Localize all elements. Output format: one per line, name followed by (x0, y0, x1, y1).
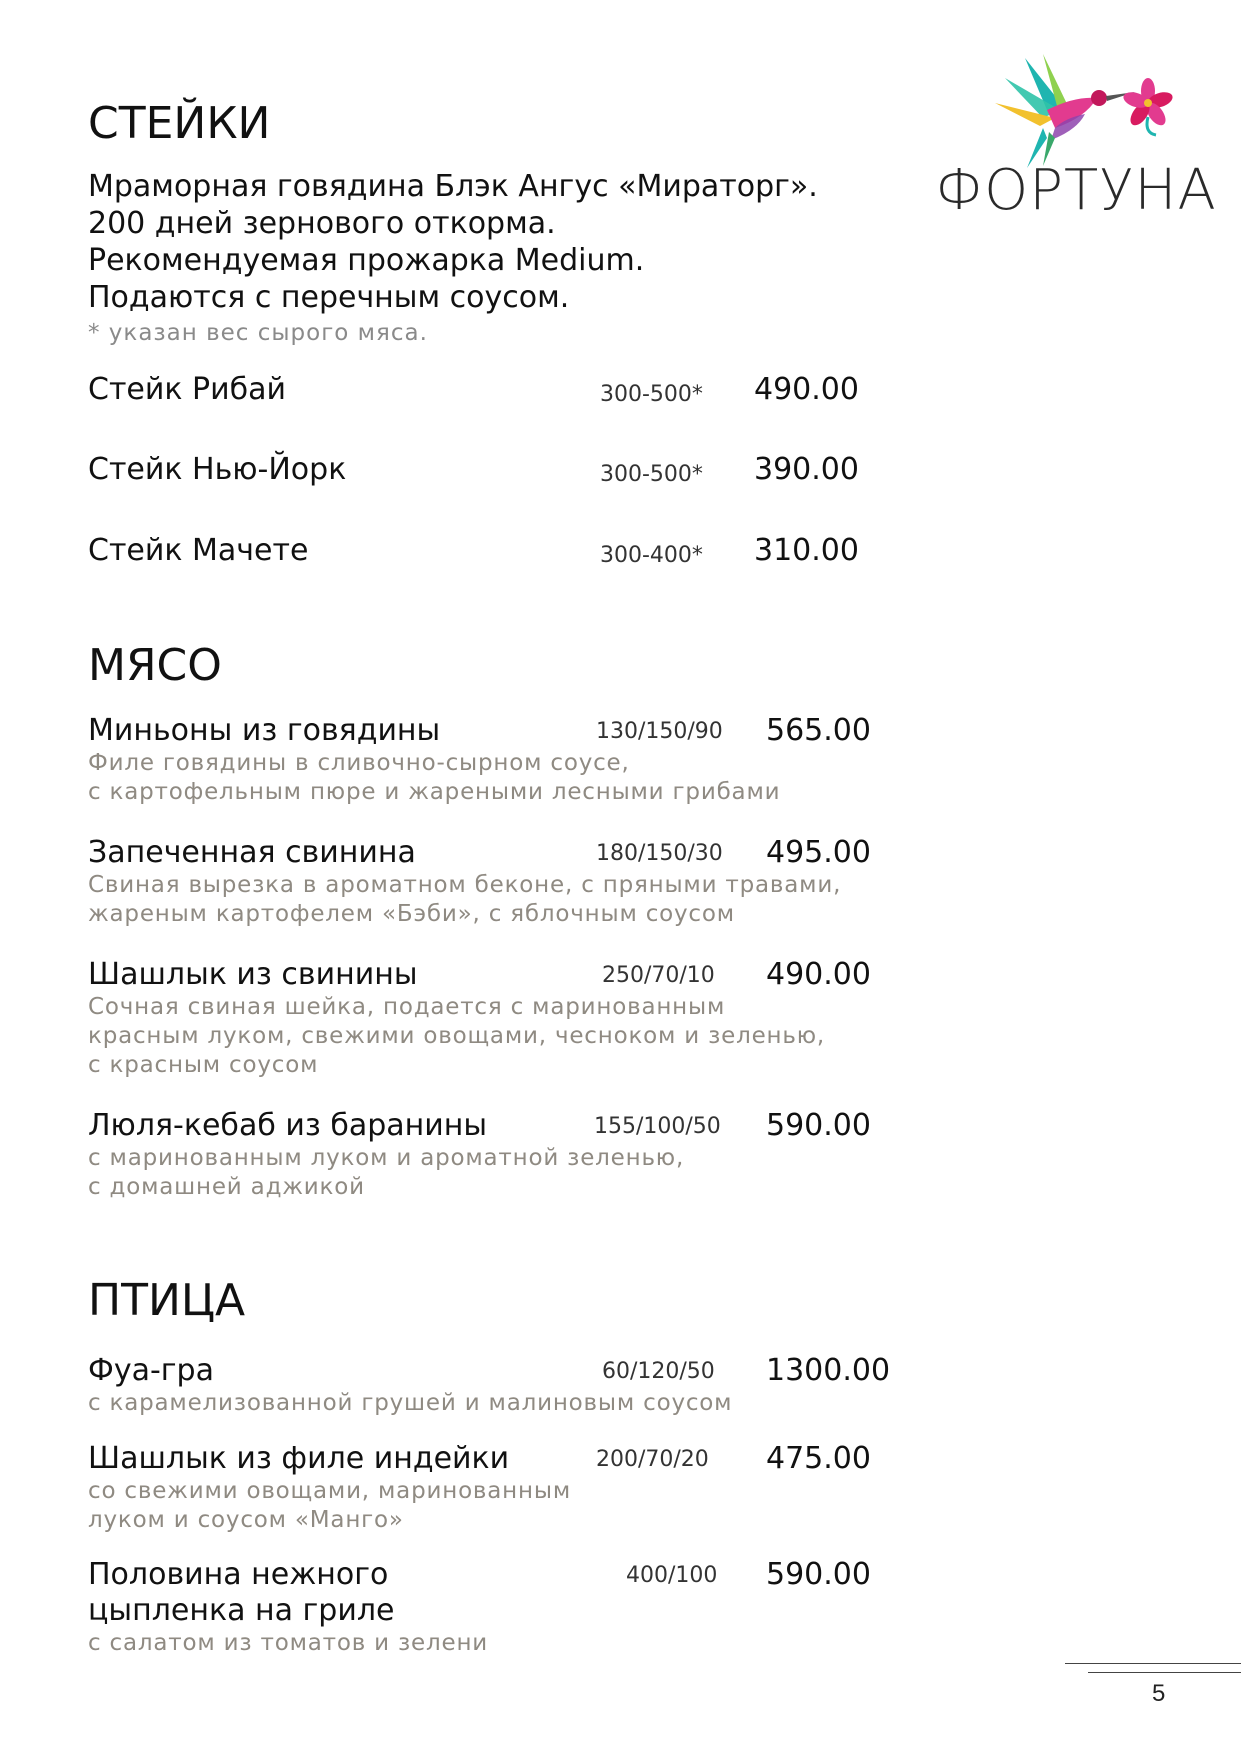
footer-divider (1088, 1672, 1241, 1673)
item-weight: 180/150/30 (596, 841, 723, 866)
page-number: 5 (1152, 1680, 1166, 1707)
item-description: с картофельным пюре и жареными лесными грибами (88, 779, 781, 805)
item-price: 490.00 (766, 957, 871, 992)
menu-item (88, 533, 888, 569)
item-price: 590.00 (766, 1108, 871, 1143)
menu-item (88, 835, 888, 929)
item-description: Филе говядины в сливочно-сырном соусе, (88, 750, 630, 776)
item-name: Люля-кебаб из баранины (88, 1108, 488, 1143)
item-name: Стейк Рибай (88, 372, 287, 407)
item-name: Миньоны из говядины (88, 713, 441, 748)
item-weight: 130/150/90 (596, 719, 723, 744)
item-weight: 200/70/20 (596, 1447, 709, 1472)
item-name: Стейк Мачете (88, 533, 309, 568)
item-name-line2: цыпленка на гриле (88, 1593, 395, 1628)
item-description: красным луком, свежими овощами, чесноком и зеленью, (88, 1023, 826, 1049)
item-description: со свежими овощами, маринованным (88, 1478, 571, 1504)
item-weight: 400/100 (626, 1563, 718, 1588)
item-weight: 60/120/50 (602, 1359, 715, 1384)
item-weight: 250/70/10 (602, 963, 715, 988)
item-price: 390.00 (754, 452, 859, 487)
item-name: Фуа-гра (88, 1353, 214, 1388)
steaks-intro (88, 168, 888, 316)
menu-item (88, 1353, 891, 1418)
item-name: Стейк Нью-Йорк (88, 452, 347, 487)
item-name: Шашлык из филе индейки (88, 1441, 510, 1476)
intro-line: 200 дней зернового откорма. (88, 206, 556, 241)
item-price: 565.00 (766, 713, 871, 748)
intro-line: Подаются с перечным соусом. (88, 280, 570, 315)
item-description: с домашней аджикой (88, 1174, 365, 1200)
menu-item (88, 957, 888, 1080)
item-description: Свиная вырезка в ароматном беконе, с пряными травами, (88, 872, 842, 898)
intro-line: Рекомендуемая прожарка Medium. (88, 243, 645, 278)
item-price: 1300.00 (766, 1353, 891, 1388)
menu-item (88, 452, 888, 488)
item-description: с маринованным луком и ароматной зеленью, (88, 1145, 685, 1171)
section-title-steaks: СТЕЙКИ (88, 98, 271, 149)
menu-item (88, 713, 888, 807)
item-description: жареным картофелем «Бэби», с яблочным соусом (88, 901, 735, 927)
item-weight: 155/100/50 (594, 1114, 721, 1139)
item-description: Сочная свиная шейка, подается с маринованным (88, 994, 726, 1020)
brand-name: ФОРТУНА (935, 158, 1217, 223)
item-weight: 300-400* (600, 543, 703, 568)
item-name: Запеченная свинина (88, 835, 416, 870)
item-weight: 300-500* (600, 382, 703, 407)
intro-line: Мраморная говядина Блэк Ангус «Мираторг». (88, 169, 818, 204)
item-description: с красным соусом (88, 1052, 319, 1078)
item-description: с карамелизованной грушей и малиновым соусом (88, 1390, 733, 1416)
item-price: 310.00 (754, 533, 859, 568)
menu-item (88, 1108, 888, 1202)
item-price: 495.00 (766, 835, 871, 870)
menu-item (88, 1557, 888, 1658)
item-weight: 300-500* (600, 462, 703, 487)
brand-logo (935, 48, 1217, 223)
item-price: 590.00 (766, 1557, 871, 1592)
weight-note: * указан вес сырого мяса. (88, 320, 428, 346)
item-price: 475.00 (766, 1441, 871, 1476)
item-description: с салатом из томатов и зелени (88, 1630, 489, 1656)
item-name: Шашлык из свинины (88, 957, 418, 992)
item-price: 490.00 (754, 372, 859, 407)
item-name: Половина нежного (88, 1557, 389, 1592)
section-title-meat: МЯСО (88, 640, 222, 691)
menu-item (88, 372, 888, 408)
hummingbird-icon (985, 48, 1185, 168)
section-title-poultry: ПТИЦА (88, 1275, 246, 1326)
item-description: луком и соусом «Манго» (88, 1507, 404, 1533)
menu-item (88, 1441, 888, 1535)
footer-divider (1065, 1663, 1241, 1664)
